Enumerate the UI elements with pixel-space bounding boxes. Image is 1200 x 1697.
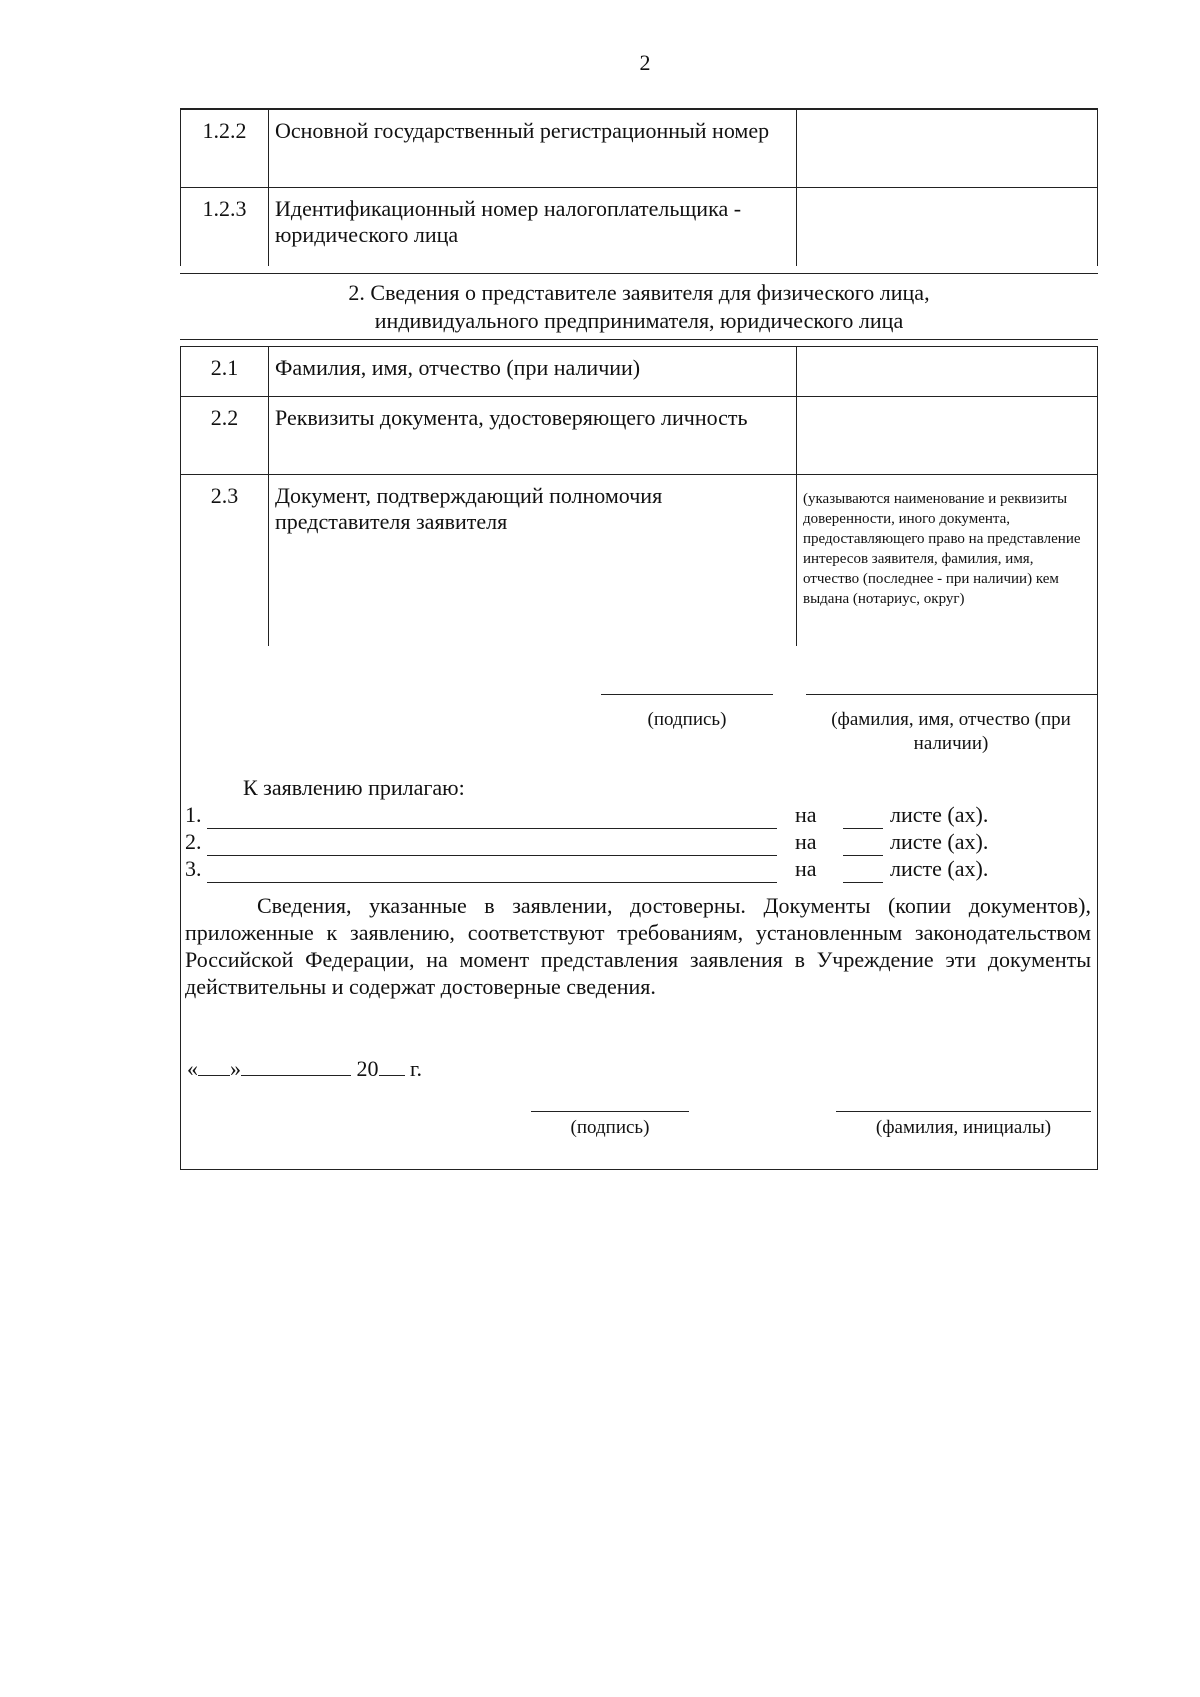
- attachment-na-label: на: [795, 802, 817, 827]
- name-caption-line: (фамилия, имя, отчество (при: [831, 709, 1071, 730]
- section-2-title: [180, 273, 1098, 340]
- row-label: Основной государственный регистрационный номер: [269, 110, 797, 188]
- declaration-text: Сведения, указанные в заявлении, достоверны. Документы (копии документов), приложенные к заявлению, соответствуют требованиям, установленным законодательством Российской Федерации, на момент представления заявления в Учреждение эти документы действительны и содержат достоверные сведения.: [185, 893, 1091, 999]
- row-label: Фамилия, имя, отчество (при наличии): [269, 347, 797, 396]
- day-field[interactable]: [198, 1055, 230, 1076]
- signature-caption: (подпись): [647, 709, 727, 730]
- ogrn-value-field[interactable]: [797, 110, 1098, 188]
- row-label: Идентификационный номер налогоплательщика - юридического лица: [269, 188, 797, 266]
- date-line: [187, 1055, 422, 1082]
- row-label: Документ, подтверждающий полномочия представителя заявителя: [269, 474, 797, 646]
- date-open-quote: «: [187, 1056, 198, 1081]
- name-line[interactable]: [836, 1111, 1091, 1112]
- name-caption: [806, 708, 1096, 756]
- signature-line[interactable]: [601, 694, 773, 695]
- initials-caption: (фамилия, инициалы): [875, 1117, 1052, 1138]
- table-row: [181, 347, 1097, 396]
- attachment-name-field[interactable]: [207, 882, 777, 883]
- name-line[interactable]: [806, 694, 1098, 695]
- section-title-line: индивидуального предпринимателя, юридического лица: [374, 308, 904, 333]
- year-field[interactable]: [379, 1055, 405, 1076]
- registration-table: [180, 108, 1098, 266]
- attachment-number: 1.: [185, 802, 202, 827]
- table-row: [181, 396, 1097, 474]
- attachment-item: [185, 856, 1085, 884]
- attachment-number: 3.: [185, 856, 202, 881]
- signature-caption: (подпись): [570, 1117, 650, 1138]
- row-label: Реквизиты документа, удостоверяющего личность: [269, 396, 797, 474]
- row-number: 1.2.2: [181, 110, 269, 188]
- section-title-line: 2. Сведения о представителе заявителя для физического лица,: [348, 280, 930, 305]
- year-prefix: 20: [356, 1056, 379, 1081]
- attachment-na-label: на: [795, 829, 817, 854]
- year-suffix: г.: [410, 1056, 423, 1081]
- row-number: 2.1: [181, 347, 269, 396]
- id-document-value-field[interactable]: [797, 396, 1098, 474]
- row-number: 2.3: [181, 474, 269, 646]
- attachments-title: К заявлению прилагаю:: [243, 775, 465, 800]
- authority-document-field[interactable]: (указываются наименование и реквизиты доверенности, иного документа, предоставляющего право на представление интересов заявителя, фамилия, имя, отчество (последнее - при наличии) кем выдана (нотариус, округ): [797, 474, 1098, 646]
- row-number: 2.2: [181, 396, 269, 474]
- page-number: 2: [639, 50, 651, 75]
- table-row: [181, 188, 1097, 266]
- fio-value-field[interactable]: [797, 347, 1098, 396]
- signature-line[interactable]: [531, 1111, 689, 1112]
- name-caption-line: наличии): [913, 733, 989, 754]
- representative-table: [180, 346, 1098, 646]
- attachment-sheets-label: листе (ах).: [890, 829, 989, 854]
- row-number: 1.2.3: [181, 188, 269, 266]
- inn-value-field[interactable]: [797, 188, 1098, 266]
- attachment-sheets-label: листе (ах).: [890, 856, 989, 881]
- attachment-item: [185, 802, 1085, 830]
- attachment-number: 2.: [185, 829, 202, 854]
- date-close-quote: »: [230, 1056, 241, 1081]
- attachment-na-label: на: [795, 856, 817, 881]
- attachment-item: [185, 829, 1085, 857]
- table-row: [181, 474, 1097, 646]
- table-row: [181, 110, 1097, 188]
- attachment-sheets-field[interactable]: [843, 882, 883, 883]
- month-field[interactable]: [241, 1055, 351, 1076]
- signature-and-attachments-block: [180, 645, 1098, 1170]
- attachment-sheets-label: листе (ах).: [890, 802, 989, 827]
